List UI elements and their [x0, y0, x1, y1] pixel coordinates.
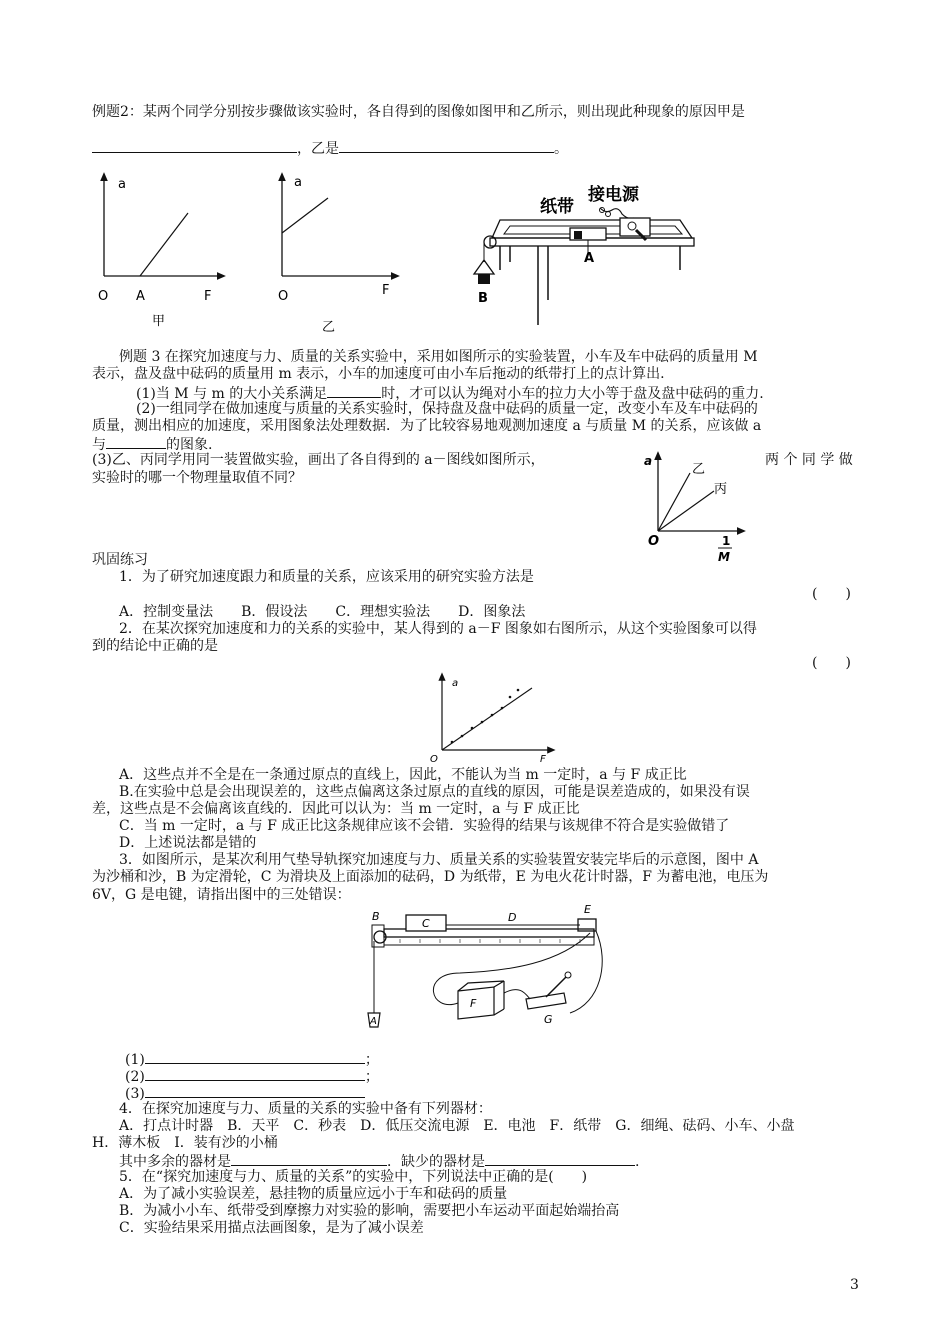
q1-paren[interactable]: ( ) — [812, 586, 851, 602]
graph-yi — [268, 168, 408, 333]
q4-line1: 4．在探究加速度与力、质量的关系的实验中备有下列器材： — [119, 1101, 492, 1117]
ex3-l3-b: 时，才可以认为绳对小车的拉力大小等于盘及盘中砝码的重力. — [381, 386, 764, 402]
ex3-l2: 表示，盘及盘中砝码的质量用 m 表示，小车的加速度可由小车后拖动的纸带打上的点计算出. — [92, 366, 665, 382]
caption-jia: 甲 — [152, 314, 166, 328]
answer-blank-3[interactable] — [145, 1084, 365, 1098]
q3-line3: 6V，G 是电键，请指出图中的三处错误： — [92, 887, 351, 903]
q2-option-B1: B.在实验中总是会出现误差的，这些点偏离这条过原点的直线的原因，可能是误差造成的，如果没有误 — [119, 784, 750, 800]
q5-option-B: B．为减小小车、纸带受到摩擦力对实验的影响，需要把小车运动平面起始端抬高 — [119, 1203, 620, 1219]
line-bing — [658, 491, 714, 531]
q2-line2: 到的结论中正确的是 — [92, 638, 218, 654]
q2-option-D: D．上述说法都是错的 — [119, 835, 257, 851]
label-a: a — [452, 678, 459, 689]
label-origin: O — [648, 534, 660, 549]
ex3-l3-a: (1)当 M 与 m 的大小关系满足 — [136, 386, 328, 402]
ex3-l7a: (3)乙、丙同学用同一装置做实验，画出了各自得到的 a－图线如图所示， — [92, 452, 545, 468]
data-point — [481, 721, 484, 724]
q1-options: A．控制变量法 B．假设法 C．理想实验法 D．图象法 — [119, 604, 526, 620]
air-track-figure — [360, 903, 620, 1043]
ex3-l7b: 两 个 同 学 做 — [765, 452, 853, 468]
label-F: F — [204, 289, 212, 304]
ex3-l8: 实验时的哪一个物理量取值不同？ — [92, 470, 302, 486]
data-point — [471, 727, 474, 730]
q5-option-C: C．实验结果采用描点法画图象，是为了减小误差 — [119, 1220, 424, 1236]
q2-line1: 2．在某次探究加速度和力的关系的实验中，某人得到的 a－F 图象如右图所示，从这个实验图象可以得 — [119, 621, 757, 637]
label-A: A — [136, 289, 145, 304]
answer-blank-graph[interactable] — [106, 435, 166, 449]
caption-yi: 乙 — [322, 320, 336, 333]
ex3-l4: (2)一组同学在做加速度与质量的关系实验时，保持盘及盘中砝码的质量一定，改变小车及车中砝码的 — [136, 401, 758, 417]
ex2-line2 — [92, 139, 568, 158]
graph-a-inverse-m — [640, 445, 750, 565]
q4-missing-label: ．缺少的器材是 — [387, 1154, 485, 1170]
page-number: 3 — [850, 1277, 859, 1293]
graph-jia — [90, 168, 230, 328]
ex3-l6-b: 的图象. — [166, 437, 213, 453]
ex3-l5: 质量，测出相应的加速度，采用图象法处理数据．为了比较容易地观测加速度 a 与质量 M 的关系，应该做 a — [92, 418, 762, 434]
ex2-line1: 例题2：某两个同学分别按步骤做该实验时，各自得到的图像如图甲和乙所示，则出现此种现象的原因甲是 — [92, 104, 745, 120]
label-den: M — [718, 550, 730, 564]
label-tape: 纸带 — [540, 197, 574, 217]
q3-line1: 3．如图所示，是某次利用气垫导轨探究加速度与力、质量关系的实验装置安装完毕后的示意图，图中 A — [119, 852, 759, 868]
label-num: 1 — [722, 534, 731, 548]
q4-line3: H．薄木板 I．装有沙的小桶 — [92, 1135, 278, 1151]
label-a: a — [294, 175, 302, 190]
period: . — [635, 1154, 640, 1170]
label-a: a — [118, 177, 126, 192]
q2-option-A: A．这些点并不全是在一条通过原点的直线上，因此，不能认为当 m 一定时，a 与 F 成正比 — [119, 767, 687, 783]
semicolon: ； — [364, 1069, 379, 1085]
q5-text: 5．在“探究加速度与力、质量的关系”的实验中，下列说法中正确的是( ) — [119, 1169, 588, 1185]
answer-label-2: (2) — [125, 1069, 145, 1085]
data-point — [451, 741, 454, 744]
label-G: G — [544, 1013, 553, 1026]
answer-blank-missing[interactable] — [485, 1152, 635, 1166]
label-yi: 乙 — [692, 462, 706, 477]
ex3-l1: 例题 3 在探究加速度与力、质量的关系实验中，采用如图所示的实验装置，小车及车中砝码的质量用 M — [119, 349, 758, 365]
apparatus-figure — [470, 180, 700, 325]
answer-blank-extra[interactable] — [231, 1152, 387, 1166]
plot-line — [282, 198, 328, 233]
practice-heading: 巩固练习 — [92, 552, 148, 568]
q5-option-A: A．为了减小实验误差，悬挂物的质量应远小于车和砝码的质量 — [119, 1186, 508, 1202]
q4-extra-label: 其中多余的器材是 — [119, 1154, 231, 1170]
answer-label-3: (3) — [125, 1086, 145, 1102]
label-B: B — [478, 291, 488, 306]
label-a: a — [644, 454, 653, 468]
label-B: B — [372, 910, 380, 923]
plot-line — [140, 213, 188, 276]
semicolon: ； — [364, 1052, 379, 1068]
label-F: F — [470, 997, 477, 1010]
label-E: E — [584, 903, 591, 916]
label-bing: 丙 — [714, 482, 728, 497]
answer-blank-jia[interactable] — [92, 139, 297, 153]
ex2-line2-end: 。 — [554, 141, 568, 157]
label-D: D — [508, 911, 517, 924]
fit-line — [442, 688, 532, 750]
q3-line2: 为沙桶和沙，B 为定滑轮，C 为滑块及上面添加的砝码，D 为纸带，E 为电火花计时器，F 为蓄电池，电压为 — [92, 869, 769, 885]
answer-blank-yi[interactable] — [339, 139, 554, 153]
label-C: C — [422, 917, 430, 930]
answer-blank-1[interactable] — [145, 1050, 365, 1064]
q2-paren[interactable]: ( ) — [812, 655, 851, 671]
label-origin: O — [98, 289, 109, 304]
q1-text: 1．为了研究加速度跟力和质量的关系，应该采用的研究实验方法是 — [119, 569, 534, 585]
label-A: A — [370, 1016, 377, 1027]
answer-blank-condition[interactable] — [327, 384, 381, 398]
graph-a-f — [428, 670, 558, 770]
line-yi — [658, 473, 690, 531]
data-point — [509, 696, 512, 699]
label-F: F — [382, 283, 390, 298]
label-origin: O — [430, 754, 438, 765]
q2-option-B2: 差，这些点是不会偏离该直线的．因此可以认为：当 m 一定时，a 与 F 成正比 — [92, 801, 580, 817]
q2-option-C: C．当 m 一定时，a 与 F 成正比这条规律应该不会错．实验得的结果与该规律不符合是实验做错了 — [119, 818, 730, 834]
answer-blank-2[interactable] — [145, 1067, 365, 1081]
data-point — [461, 735, 464, 738]
data-point — [517, 689, 520, 692]
label-A: A — [584, 251, 595, 266]
label-power: 接电源 — [588, 185, 639, 205]
data-points — [451, 689, 520, 744]
q4-line2: A．打点计时器 B．天平 C．秒表 D．低压交流电源 E．电池 F．纸带 G．细绳、砝码、小车、小盘 — [119, 1118, 795, 1134]
data-point — [501, 707, 504, 710]
data-point — [491, 714, 494, 717]
ex3-l6-a: 与 — [92, 437, 106, 453]
label-F: F — [540, 754, 546, 765]
ex2-line2-mid: ，乙是 — [297, 141, 339, 157]
answer-label-1: (1) — [125, 1052, 145, 1068]
label-origin: O — [278, 289, 289, 304]
